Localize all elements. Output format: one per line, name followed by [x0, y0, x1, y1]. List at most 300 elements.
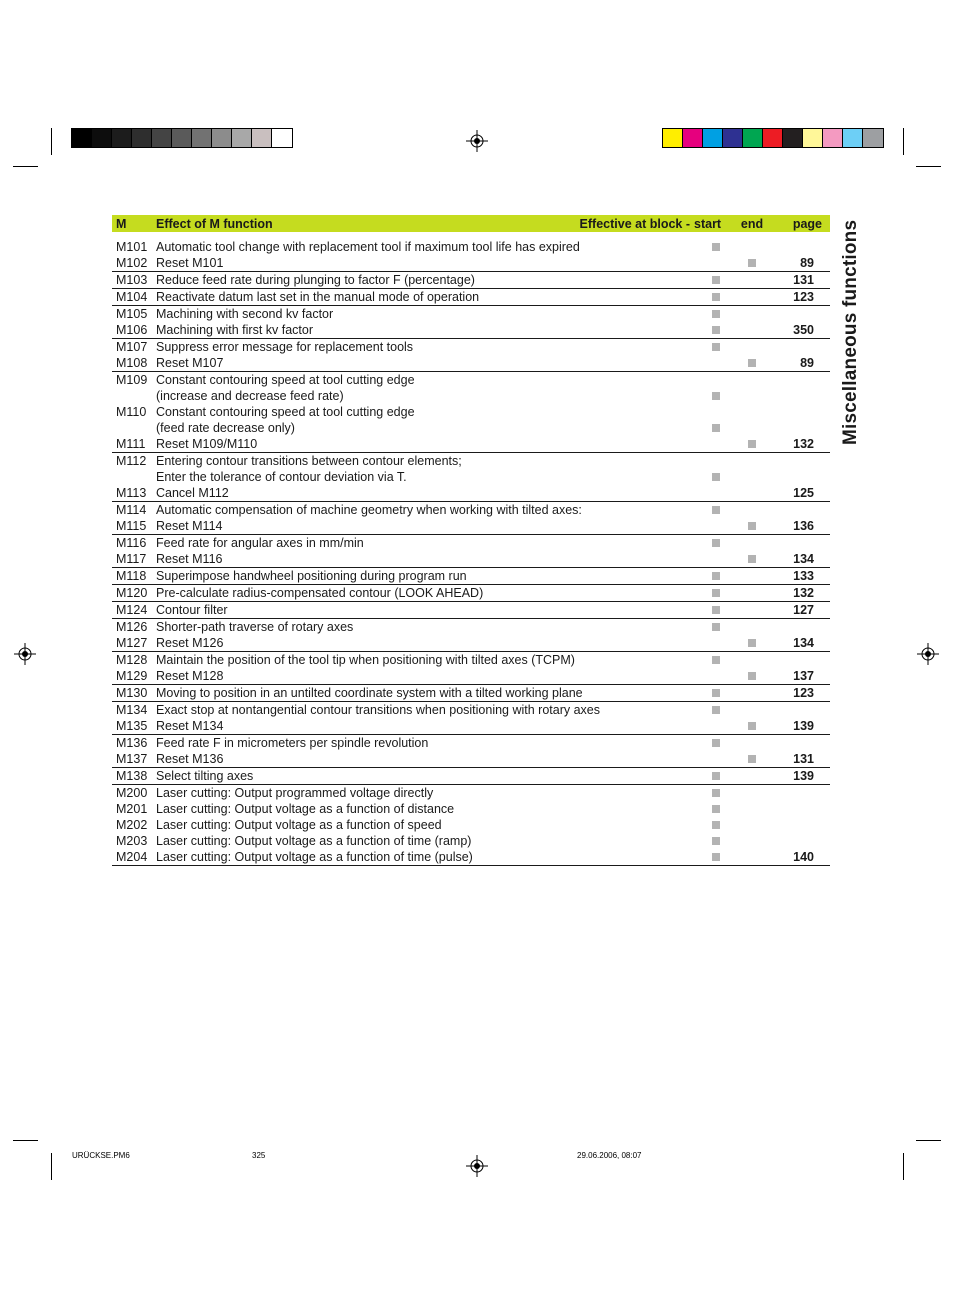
table-row	[112, 833, 830, 849]
description-cell: Reset M109/M110	[156, 436, 694, 453]
start-cell	[694, 635, 738, 652]
page-cell	[766, 339, 830, 356]
start-cell	[694, 702, 738, 719]
start-cell	[694, 436, 738, 453]
end-cell	[738, 289, 766, 306]
m-code-cell: M101	[116, 240, 148, 254]
header-end: end	[738, 215, 766, 232]
page-cell: 134	[766, 635, 830, 652]
start-cell	[694, 518, 738, 535]
end-cell	[738, 502, 766, 519]
start-cell	[694, 339, 738, 356]
end-cell	[738, 785, 766, 802]
start-cell	[694, 801, 738, 817]
registration-mark-icon	[14, 643, 36, 665]
table-row	[112, 272, 830, 289]
start-cell	[694, 585, 738, 602]
end-cell	[738, 849, 766, 866]
start-cell	[694, 568, 738, 585]
table-row	[112, 602, 830, 619]
start-cell	[694, 535, 738, 552]
end-cell	[738, 232, 766, 255]
end-cell	[738, 255, 766, 272]
description-cell: Machining with second kv factor	[156, 307, 334, 321]
start-cell	[694, 833, 738, 849]
page-cell	[766, 404, 830, 420]
start-cell	[694, 668, 738, 685]
footer-page-number: 325	[252, 1151, 266, 1160]
crop-mark	[903, 128, 904, 155]
end-cell	[738, 602, 766, 619]
description-cell: Reset M101	[156, 255, 694, 272]
crop-mark	[13, 166, 38, 167]
table-row	[112, 232, 830, 255]
square-marker-icon	[712, 506, 720, 514]
crop-mark	[51, 1153, 52, 1180]
start-cell	[694, 322, 738, 339]
table-row	[112, 355, 830, 372]
square-marker-icon	[712, 343, 720, 351]
end-cell	[738, 355, 766, 372]
square-marker-icon	[712, 572, 720, 580]
end-cell	[738, 339, 766, 356]
color-swatch	[192, 129, 212, 147]
table-row	[112, 768, 830, 785]
color-swatch	[212, 129, 232, 147]
start-cell	[694, 685, 738, 702]
table-row	[112, 817, 830, 833]
square-marker-icon	[712, 772, 720, 780]
table-row	[112, 718, 830, 735]
table-row	[112, 702, 830, 719]
m-code-cell: M129	[112, 668, 156, 685]
m-code-cell: M114	[116, 503, 147, 517]
header-m: M	[112, 215, 156, 232]
page-cell	[766, 735, 830, 752]
square-marker-icon	[748, 522, 756, 530]
end-cell	[738, 801, 766, 817]
page-cell	[766, 306, 830, 323]
m-code-cell: M110	[116, 405, 147, 419]
table-row	[112, 849, 830, 866]
table-row	[112, 535, 830, 552]
page-cell	[766, 619, 830, 636]
square-marker-icon	[712, 276, 720, 284]
page-cell: 134	[766, 551, 830, 568]
end-cell	[738, 751, 766, 768]
color-swatch	[252, 129, 272, 147]
m-code-cell: M102	[112, 255, 156, 272]
square-marker-icon	[712, 623, 720, 631]
square-marker-icon	[712, 821, 720, 829]
end-cell	[738, 551, 766, 568]
color-swatch	[72, 129, 92, 147]
start-cell	[694, 619, 738, 636]
description-cell: Cancel M112	[156, 485, 694, 502]
registration-mark-icon	[466, 1155, 488, 1177]
m-code-cell: M112	[116, 454, 147, 468]
m-code-cell: M201	[116, 802, 148, 816]
page-cell: 131	[766, 751, 830, 768]
registration-mark-icon	[466, 130, 488, 152]
page-cell: 139	[766, 718, 830, 735]
crop-mark	[903, 1153, 904, 1180]
square-marker-icon	[712, 656, 720, 664]
page-cell	[766, 232, 830, 255]
footer-file: URÜCKSE.PM6	[72, 1151, 130, 1160]
crop-mark	[51, 128, 52, 155]
page-cell: 127	[766, 602, 830, 619]
m-code-cell: M104	[112, 289, 156, 306]
m-code-cell: M108	[112, 355, 156, 372]
page-cell: 350	[766, 322, 830, 339]
page-cell: 139	[766, 768, 830, 785]
registration-mark-icon	[917, 643, 939, 665]
process-color-bar	[662, 128, 884, 148]
m-code-cell: M204	[112, 849, 156, 866]
crop-mark	[13, 1140, 38, 1141]
description-cell: Enter the tolerance of contour deviation via T.	[156, 470, 407, 484]
description-cell: Constant contouring speed at tool cutting edge	[156, 405, 415, 419]
table-row	[112, 585, 830, 602]
start-cell	[694, 453, 738, 470]
square-marker-icon	[712, 326, 720, 334]
end-cell	[738, 322, 766, 339]
end-cell	[738, 306, 766, 323]
end-cell	[738, 718, 766, 735]
end-cell	[738, 469, 766, 485]
start-cell	[694, 355, 738, 372]
page-cell: 125	[766, 485, 830, 502]
footer-datetime: 29.06.2006, 08:07	[577, 1151, 642, 1160]
square-marker-icon	[748, 639, 756, 647]
description-cell: Laser cutting: Output voltage as a function of distance	[156, 802, 455, 816]
description-cell: Maintain the position of the tool tip when positioning with tilted axes (TCPM)	[156, 653, 575, 667]
m-code-cell: M109	[116, 373, 148, 387]
square-marker-icon	[712, 539, 720, 547]
color-swatch	[92, 129, 112, 147]
page-cell	[766, 372, 830, 389]
start-cell	[694, 718, 738, 735]
table-row	[112, 635, 830, 652]
square-marker-icon	[748, 259, 756, 267]
start-cell	[694, 469, 738, 485]
description-cell: Pre-calculate radius-compensated contour (LOOK AHEAD)	[156, 585, 694, 602]
description-cell: Feed rate for angular axes in mm/min	[156, 536, 364, 550]
end-cell	[738, 817, 766, 833]
color-swatch	[703, 129, 723, 147]
page-cell	[766, 833, 830, 849]
m-code-cell: M202	[116, 818, 148, 832]
table-row	[112, 668, 830, 685]
header-page: page	[766, 215, 830, 232]
start-cell	[694, 388, 738, 404]
table-row	[112, 388, 830, 404]
table-row	[112, 785, 830, 802]
start-cell	[694, 849, 738, 866]
color-swatch	[803, 129, 823, 147]
start-cell	[694, 735, 738, 752]
start-cell	[694, 272, 738, 289]
page-cell	[766, 420, 830, 436]
table-row	[112, 453, 830, 470]
m-code-cell: M203	[116, 834, 148, 848]
start-cell	[694, 372, 738, 389]
color-swatch	[783, 129, 803, 147]
description-cell: Constant contouring speed at tool cutting edge	[156, 373, 415, 387]
crop-mark	[916, 1140, 941, 1141]
square-marker-icon	[748, 555, 756, 563]
m-code-cell	[112, 420, 156, 436]
square-marker-icon	[712, 424, 720, 432]
description-cell: (increase and decrease feed rate)	[156, 389, 344, 403]
color-swatch	[132, 129, 152, 147]
end-cell	[738, 453, 766, 470]
color-swatch	[272, 129, 292, 147]
page-cell: 89	[766, 255, 830, 272]
square-marker-icon	[712, 606, 720, 614]
end-cell	[738, 702, 766, 719]
start-cell	[694, 652, 738, 669]
end-cell	[738, 568, 766, 585]
description-cell: (feed rate decrease only)	[156, 421, 295, 435]
start-cell	[694, 306, 738, 323]
start-cell	[694, 289, 738, 306]
square-marker-icon	[712, 392, 720, 400]
description-cell: Reduce feed rate during plunging to factor F (percentage)	[156, 272, 694, 289]
description-cell: Laser cutting: Output voltage as a function of speed	[156, 818, 442, 832]
end-cell	[738, 404, 766, 420]
square-marker-icon	[712, 689, 720, 697]
page-cell: 131	[766, 272, 830, 289]
square-marker-icon	[748, 722, 756, 730]
page-cell	[766, 652, 830, 669]
square-marker-icon	[712, 739, 720, 747]
color-swatch	[763, 129, 783, 147]
end-cell	[738, 668, 766, 685]
end-cell	[738, 535, 766, 552]
end-cell	[738, 518, 766, 535]
table-row	[112, 255, 830, 272]
m-code-cell: M136	[116, 736, 148, 750]
square-marker-icon	[748, 440, 756, 448]
page-cell	[766, 535, 830, 552]
table-row	[112, 619, 830, 636]
end-cell	[738, 388, 766, 404]
crop-mark	[916, 166, 941, 167]
table-row	[112, 801, 830, 817]
m-code-cell: M120	[112, 585, 156, 602]
m-code-cell: M138	[112, 768, 156, 785]
description-cell: Reset M114	[156, 518, 694, 535]
table-row	[112, 652, 830, 669]
m-code-cell: M200	[116, 786, 148, 800]
page-cell: 137	[766, 668, 830, 685]
table-row	[112, 469, 830, 485]
table-row	[112, 518, 830, 535]
description-cell: Machining with first kv factor	[156, 322, 694, 339]
description-cell: Exact stop at nontangential contour transitions when positioning with rotary axes	[156, 703, 601, 717]
end-cell	[738, 272, 766, 289]
color-swatch	[112, 129, 132, 147]
table-row	[112, 436, 830, 453]
m-function-table	[112, 215, 830, 866]
m-code-cell: M107	[116, 340, 148, 354]
page-cell	[766, 785, 830, 802]
start-cell	[694, 502, 738, 519]
description-cell: Automatic tool change with replacement tool if maximum tool life has expired	[156, 240, 580, 254]
description-cell: Reset M134	[156, 718, 694, 735]
table-row	[112, 502, 830, 519]
square-marker-icon	[748, 359, 756, 367]
page-cell: 136	[766, 518, 830, 535]
page-cell: 132	[766, 585, 830, 602]
description-cell: Entering contour transitions between contour elements;	[156, 454, 462, 468]
description-cell: Reset M116	[156, 551, 694, 568]
description-cell: Moving to position in an untilted coordinate system with a tilted working plane	[156, 685, 694, 702]
start-cell	[694, 420, 738, 436]
description-cell: Shorter-path traverse of rotary axes	[156, 620, 354, 634]
m-code-cell: M130	[112, 685, 156, 702]
table-row	[112, 289, 830, 306]
page-cell: 123	[766, 289, 830, 306]
end-cell	[738, 833, 766, 849]
gray-color-bar	[71, 128, 293, 148]
description-cell: Automatic compensation of machine geometry when working with tilted axes:	[156, 503, 582, 517]
description-cell: Superimpose handwheel positioning during program run	[156, 568, 694, 585]
start-cell	[694, 232, 738, 255]
page-cell: 89	[766, 355, 830, 372]
square-marker-icon	[712, 789, 720, 797]
page-cell	[766, 469, 830, 485]
header-effect-label: Effect of M function	[156, 216, 273, 231]
page-cell	[766, 702, 830, 719]
square-marker-icon	[712, 706, 720, 714]
end-cell	[738, 652, 766, 669]
description-cell: Reset M128	[156, 668, 694, 685]
square-marker-icon	[712, 310, 720, 318]
square-marker-icon	[748, 755, 756, 763]
m-code-cell: M134	[116, 703, 148, 717]
end-cell	[738, 768, 766, 785]
description-cell: Reset M126	[156, 635, 694, 652]
end-cell	[738, 735, 766, 752]
table-row	[112, 322, 830, 339]
m-code-cell: M126	[116, 620, 148, 634]
m-code-cell: M116	[116, 536, 147, 550]
table-row	[112, 735, 830, 752]
m-code-cell: M113	[112, 485, 156, 502]
start-cell	[694, 602, 738, 619]
description-cell: Laser cutting: Output programmed voltage directly	[156, 786, 434, 800]
page-cell: 132	[766, 436, 830, 453]
end-cell	[738, 685, 766, 702]
table-header-row	[112, 215, 830, 232]
description-cell: Select tilting axes	[156, 768, 694, 785]
square-marker-icon	[712, 293, 720, 301]
table-row	[112, 420, 830, 436]
m-code-cell: M105	[116, 307, 148, 321]
end-cell	[738, 635, 766, 652]
color-swatch	[743, 129, 763, 147]
table-row	[112, 685, 830, 702]
page-cell	[766, 453, 830, 470]
start-cell	[694, 404, 738, 420]
color-swatch	[152, 129, 172, 147]
page-cell: 123	[766, 685, 830, 702]
color-swatch	[232, 129, 252, 147]
square-marker-icon	[712, 243, 720, 251]
header-start: start	[694, 215, 738, 232]
side-title: Miscellaneous functions	[840, 219, 861, 445]
description-cell: Reset M136	[156, 751, 694, 768]
color-swatch	[823, 129, 843, 147]
square-marker-icon	[748, 672, 756, 680]
m-code-cell: M135	[112, 718, 156, 735]
page-cell	[766, 502, 830, 519]
square-marker-icon	[712, 853, 720, 861]
table-row	[112, 306, 830, 323]
end-cell	[738, 420, 766, 436]
page-cell: 133	[766, 568, 830, 585]
start-cell	[694, 817, 738, 833]
color-swatch	[683, 129, 703, 147]
page-cell	[766, 388, 830, 404]
start-cell	[694, 768, 738, 785]
m-code-cell: M115	[112, 518, 156, 535]
header-effect	[156, 215, 694, 232]
table-row	[112, 551, 830, 568]
m-code-cell: M117	[112, 551, 156, 568]
m-code-cell: M137	[112, 751, 156, 768]
page-cell	[766, 817, 830, 833]
table-row	[112, 372, 830, 389]
page-cell: 140	[766, 849, 830, 866]
start-cell	[694, 485, 738, 502]
end-cell	[738, 485, 766, 502]
start-cell	[694, 255, 738, 272]
description-cell: Contour filter	[156, 602, 694, 619]
description-cell: Laser cutting: Output voltage as a function of time (pulse)	[156, 849, 694, 866]
square-marker-icon	[712, 589, 720, 597]
color-swatch	[663, 129, 683, 147]
color-swatch	[723, 129, 743, 147]
end-cell	[738, 372, 766, 389]
table-row	[112, 485, 830, 502]
m-code-cell: M124	[112, 602, 156, 619]
m-code-cell	[112, 469, 156, 485]
color-swatch	[172, 129, 192, 147]
description-cell: Suppress error message for replacement tools	[156, 340, 414, 354]
header-effective-label: Effective at block -	[579, 216, 690, 231]
m-code-cell: M118	[112, 568, 156, 585]
description-cell: Feed rate F in micrometers per spindle revolution	[156, 736, 429, 750]
square-marker-icon	[712, 837, 720, 845]
m-code-cell: M103	[112, 272, 156, 289]
table-row	[112, 404, 830, 420]
start-cell	[694, 785, 738, 802]
color-swatch	[843, 129, 863, 147]
m-code-cell	[112, 388, 156, 404]
description-cell: Reactivate datum last set in the manual mode of operation	[156, 289, 694, 306]
table-row	[112, 751, 830, 768]
m-code-cell: M106	[112, 322, 156, 339]
end-cell	[738, 436, 766, 453]
description-cell: Reset M107	[156, 355, 694, 372]
end-cell	[738, 585, 766, 602]
end-cell	[738, 619, 766, 636]
square-marker-icon	[712, 473, 720, 481]
